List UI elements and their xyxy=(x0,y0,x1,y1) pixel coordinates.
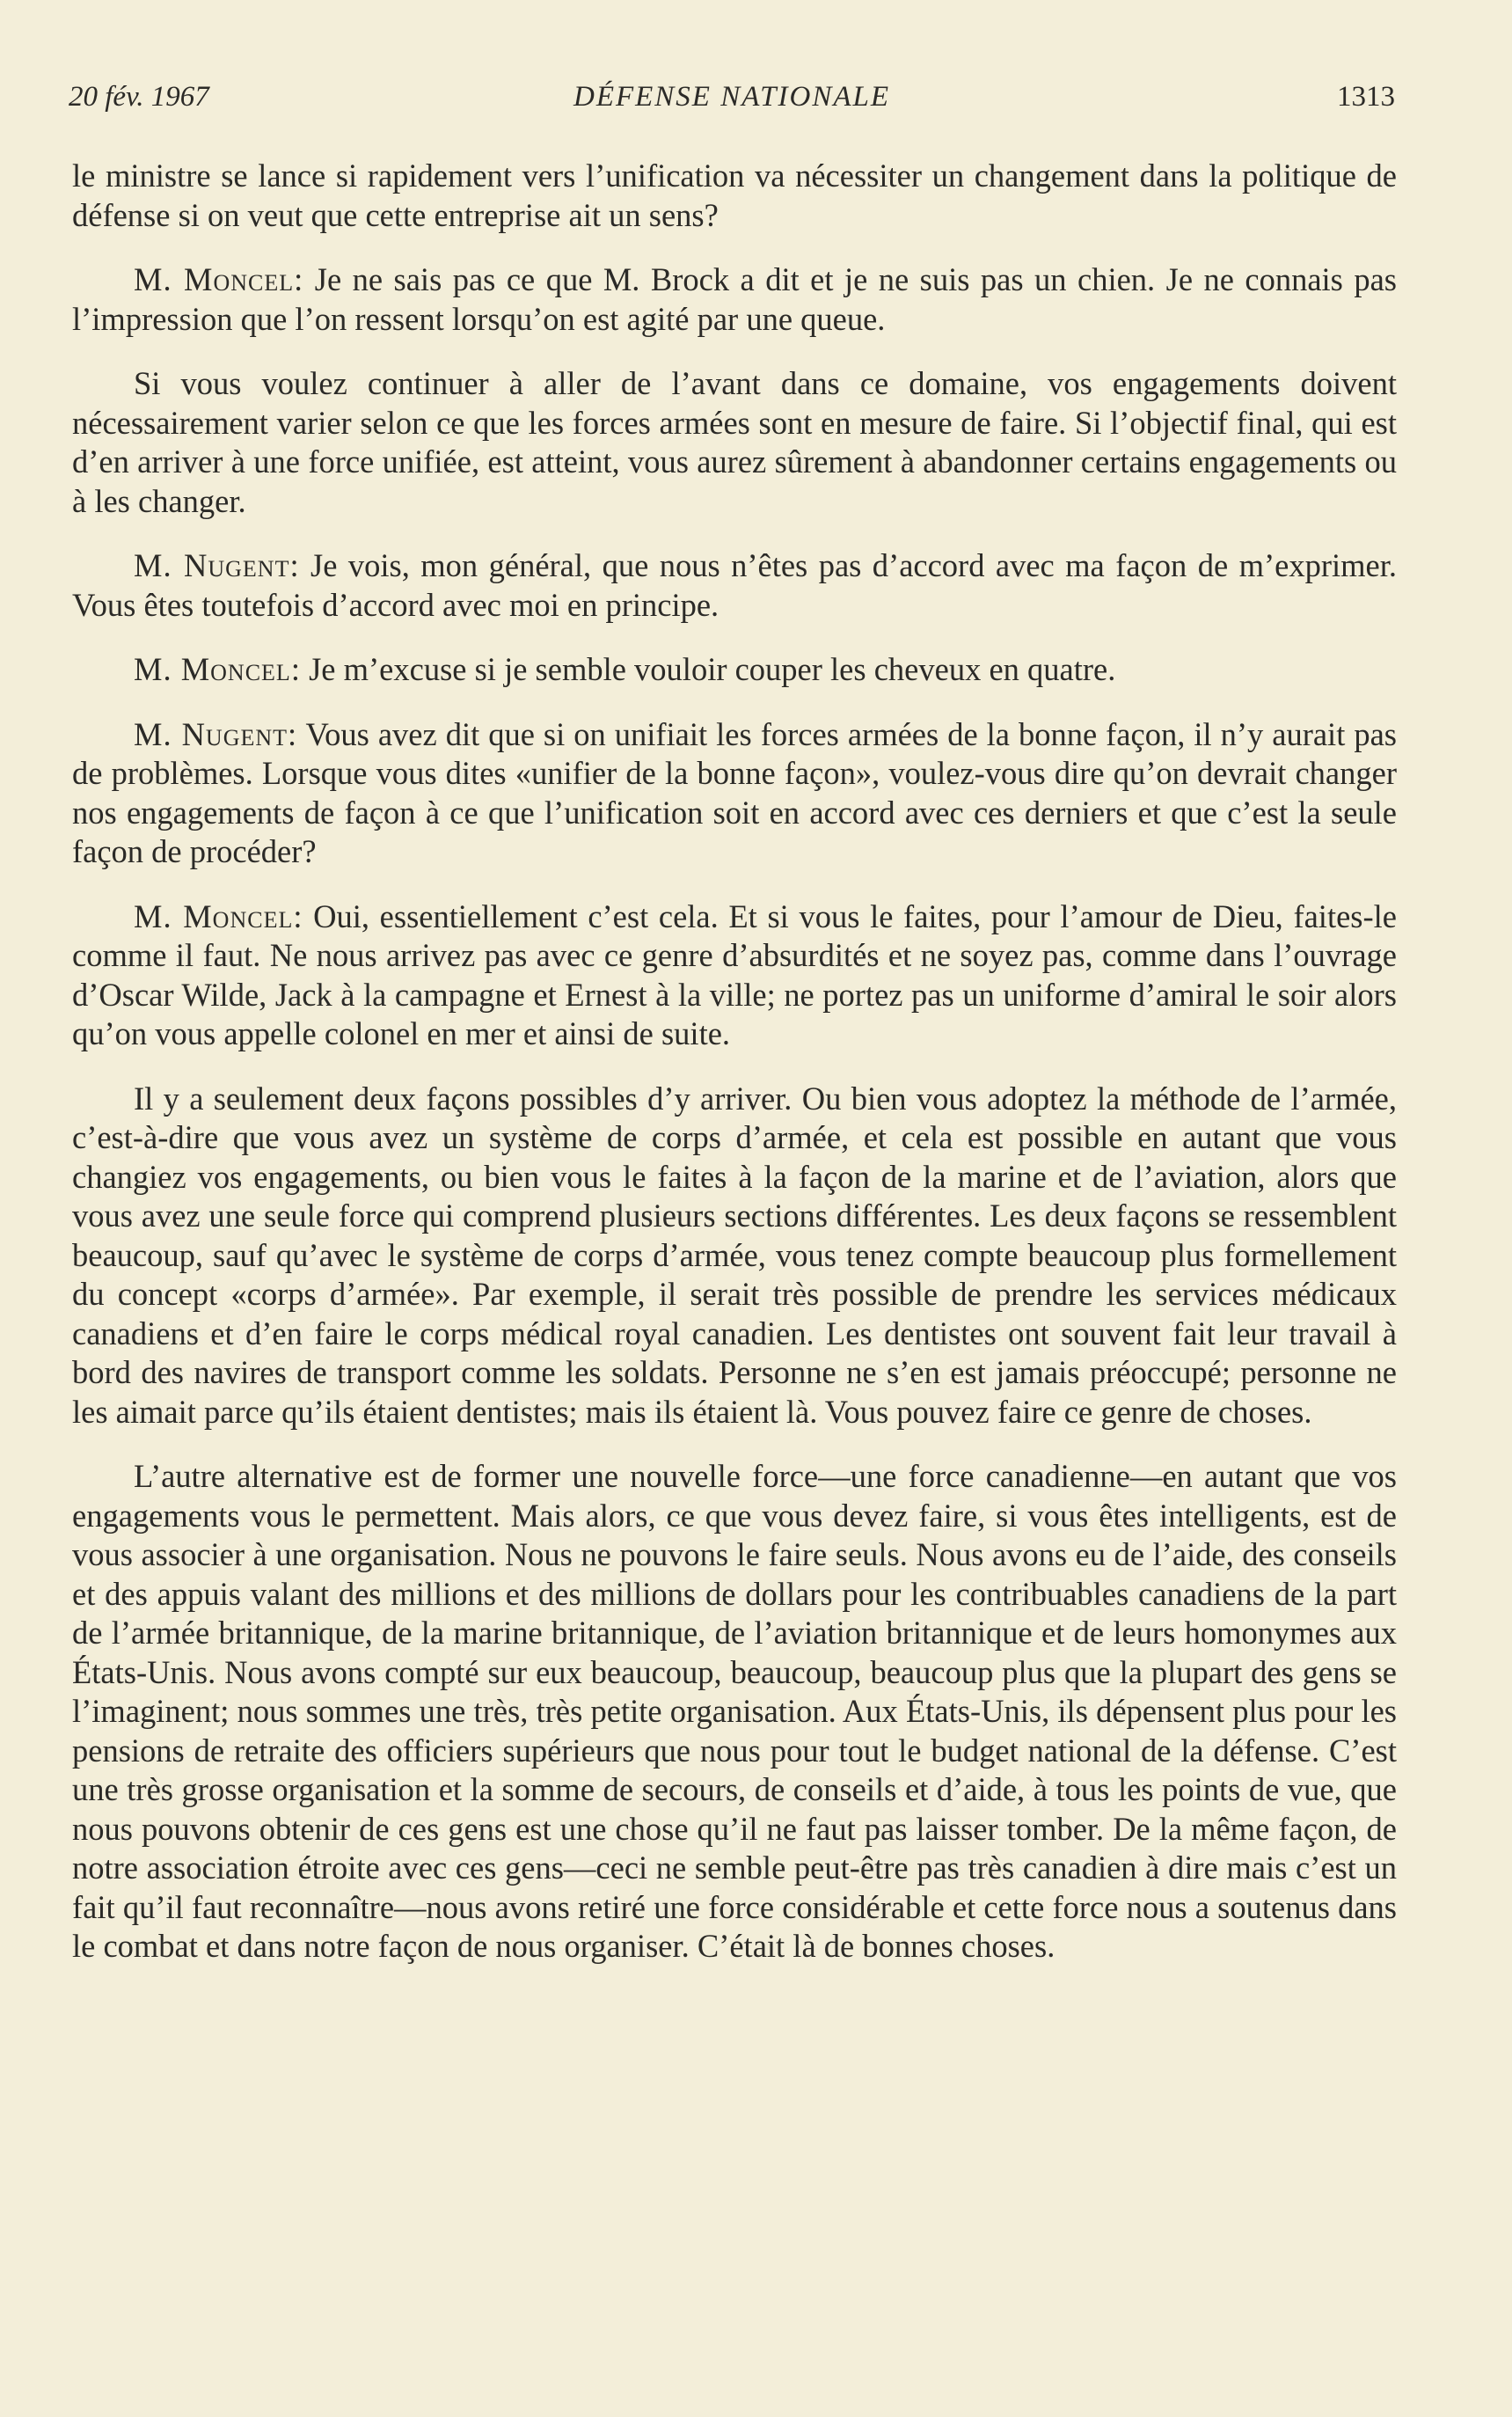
speaker-name: M. Nugent: xyxy=(134,715,298,752)
paragraph xyxy=(72,650,1397,690)
paragraph xyxy=(72,260,1397,339)
paragraph-text: Je ne sais pas ce que M. Brock a dit et je ne suis pas un chien. Je ne connais pas l’impression que l’on ressent lorsqu’on est agité par une queue. xyxy=(72,261,1397,337)
speaker-name: M. Moncel: xyxy=(134,651,301,687)
running-header xyxy=(69,81,1395,134)
body-text xyxy=(72,157,1397,1992)
paragraph-text: Je m’excuse si je semble vouloir couper les cheveux en quatre. xyxy=(300,651,1116,687)
paragraph xyxy=(72,546,1397,625)
header-title: DÉFENSE NATIONALE xyxy=(573,81,891,113)
paragraph-text: Je vois, mon général, que nous n’êtes pas d’accord avec ma façon de m’exprimer. Vous êtes toutefois d’accord avec moi en principe. xyxy=(72,547,1397,623)
paragraph xyxy=(72,715,1397,872)
paragraph xyxy=(72,1457,1397,1967)
speaker-name: M. Nugent: xyxy=(134,547,300,583)
paragraph-text: L’autre alternative est de former une nouvelle force—une force canadienne—en autant que vos engagements vous le permettent. Mais alors, ce que vous devez faire, si vous êtes intelligents, est de vous associer à une organisation. Nous ne pouvons le faire seuls. Nous avons eu de l’aide, des conseils et des appuis valant des millions et des millions de dollars pour les contribuables canadiens de la part de l’armée britannique, de la marine britannique, de l’aviation britannique et de leurs homonymes aux États-Unis. Nous avons compté sur eux beaucoup, beaucoup, beaucoup plus que la plupart des gens se l’imaginent; nous sommes une très, très petite organisation. Aux États-Unis, ils dépensent plus pour les pensions de retraite des officiers supérieurs que nous pour tout le budget national de la défense. C’est une très grosse organisation et la somme de secours, de conseils et d’aide, à tous les points de vue, que nous pouvons obtenir de ces gens est une chose qu’il ne faut pas laisser tomber. De la même façon, de notre association étroite avec ces gens—ceci ne semble peut-être pas très canadien à dire mais c’est un fait qu’il faut reconnaître—nous avons retiré une force considérable et cette force nous a soutenus dans le combat et dans notre façon de nous organiser. C’était là de bonnes choses. xyxy=(72,1458,1397,1964)
page-number: 1313 xyxy=(1337,81,1395,113)
paragraph-text: Oui, essentiellement c’est cela. Et si vous le faites, pour l’amour de Dieu, faites-le comme il faut. Ne nous arrivez pas avec ce genre d’absurdités et ne soyez pas, comme dans l’ouvrage d’Oscar Wilde, Jack à la campagne et Ernest à la ville; ne portez pas un uniforme d’amiral le soir alors qu’on vous appelle colonel en mer et ainsi de suite. xyxy=(72,897,1397,1051)
paragraph-text: Si vous voulez continuer à aller de l’avant dans ce domaine, vos engagements doivent nécessairement varier selon ce que les forces armées sont en mesure de faire. Si l’objectif final, qui est d’en arriver à une force unifiée, est atteint, vous aurez sûrement à abandonner certains engagements ou à les changer. xyxy=(72,365,1397,519)
speaker-name: M. Moncel: xyxy=(134,897,303,934)
paragraph-text: Il y a seulement deux façons possibles d’y arriver. Ou bien vous adoptez la méthode de l’armée, c’est-à-dire que vous avez un système de corps d’armée, et cela est possible en autant que vous changiez vos engagements, ou bien vous le faites à la façon de la marine et de l’aviation, alors que vous avez une seule force qui comprend plusieurs sections différentes. Les deux façons se ressemblent beaucoup, sauf qu’avec le système de corps d’armée, vous tenez compte beaucoup plus formellement du concept «corps d’armée». Par exemple, il serait très possible de prendre les services médicaux canadiens et d’en faire le corps médical royal canadien. Les dentistes ont souvent fait leur travail à bord des navires de transport comme les soldats. Personne ne s’en est jamais préoccupé; personne ne les aimait parce qu’ils étaient dentistes; mais ils étaient là. Vous pouvez faire ce genre de choses. xyxy=(72,1080,1397,1430)
speaker-name: M. Moncel: xyxy=(134,261,304,297)
paragraph xyxy=(72,897,1397,1054)
paragraph xyxy=(72,364,1397,521)
paragraph xyxy=(72,1080,1397,1432)
paragraph-text: le ministre se lance si rapidement vers l’unification va nécessiter un changement dans la politique de défense si on veut que cette entreprise ait un sens? xyxy=(72,157,1397,233)
header-date: 20 fév. 1967 xyxy=(69,81,209,113)
paragraph xyxy=(72,157,1397,235)
paragraph-text: Vous avez dit que si on unifiait les forces armées de la bonne façon, il n’y aurait pas de problèmes. Lorsque vous dites «unifier de la bonne façon», voulez-vous dire qu’on devrait changer nos engagements de façon à ce que l’unification soit en accord avec ces derniers et que c’est la seule façon de procéder? xyxy=(72,715,1397,869)
